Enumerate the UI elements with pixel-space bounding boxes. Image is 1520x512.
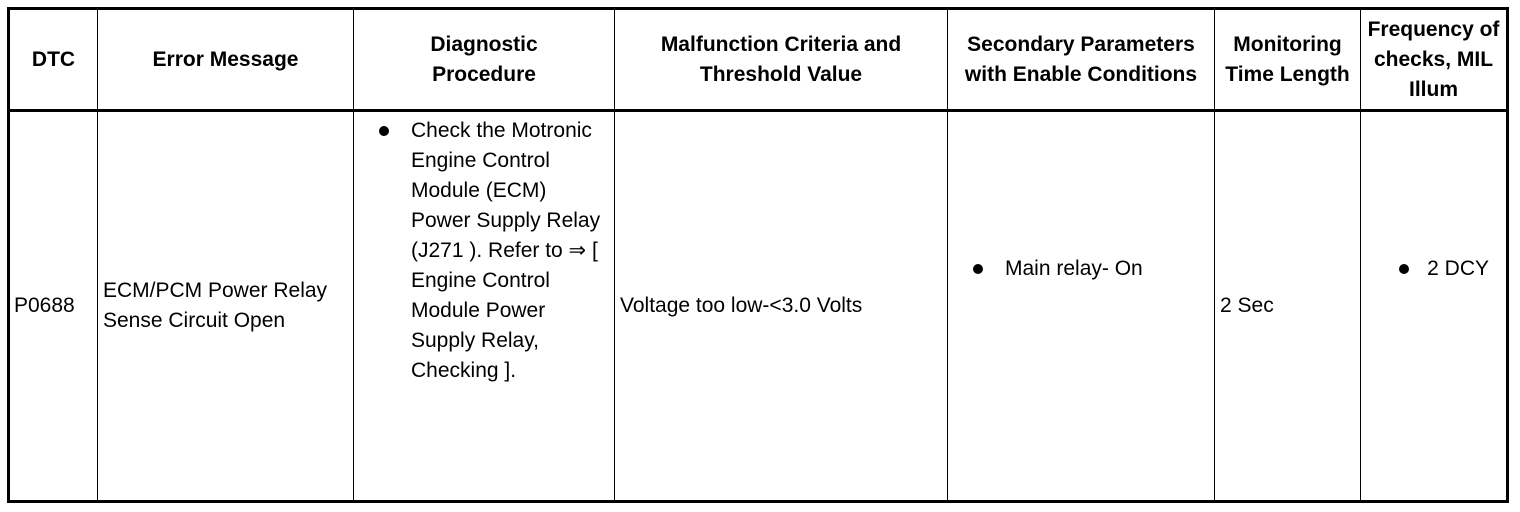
frequency-item: [1366, 254, 1501, 284]
header-malfunction-criteria: Malfunction Criteria and Threshold Value: [615, 9, 948, 111]
secondary-parameters: [948, 111, 1215, 502]
frequency: [1361, 111, 1508, 502]
header-diagnostic-procedure: Diagnostic Procedure: [354, 9, 615, 111]
header-monitoring-time: Monitoring Time Length: [1215, 9, 1361, 111]
diagnostic-procedure: [354, 111, 615, 502]
header-row: [9, 9, 1508, 111]
secondary-parameters-item: [953, 254, 1209, 284]
header-frequency: Frequency of checks, MIL Illum: [1361, 9, 1508, 111]
monitoring-time: 2 Sec: [1215, 111, 1361, 502]
dtc-table: [7, 7, 1509, 503]
header-dtc: DTC: [9, 9, 98, 111]
header-secondary-parameters: Secondary Parameters with Enable Conditions: [948, 9, 1215, 111]
diagnostic-procedure-item: [359, 116, 609, 386]
dtc-code: P0688: [9, 111, 98, 502]
error-message: ECM/PCM Power Relay Sense Circuit Open: [98, 111, 354, 502]
bullet-icon: [973, 264, 983, 274]
table-row: [9, 111, 1508, 502]
secondary-parameters-text: Main relay- On: [1005, 257, 1143, 280]
header-error-message: Error Message: [98, 9, 354, 111]
bullet-icon: [379, 126, 389, 136]
bullet-icon: [1399, 264, 1409, 274]
malfunction-criteria: Voltage too low-<3.0 Volts: [615, 111, 948, 502]
diagnostic-procedure-text: Check the Motronic Engine Control Module (ECM) Power Supply Relay (J271 ). Refer to ⇒ [ Engine Control Module Power Supply Relay, Checking ].: [411, 119, 601, 382]
frequency-text: 2 DCY: [1427, 257, 1489, 280]
